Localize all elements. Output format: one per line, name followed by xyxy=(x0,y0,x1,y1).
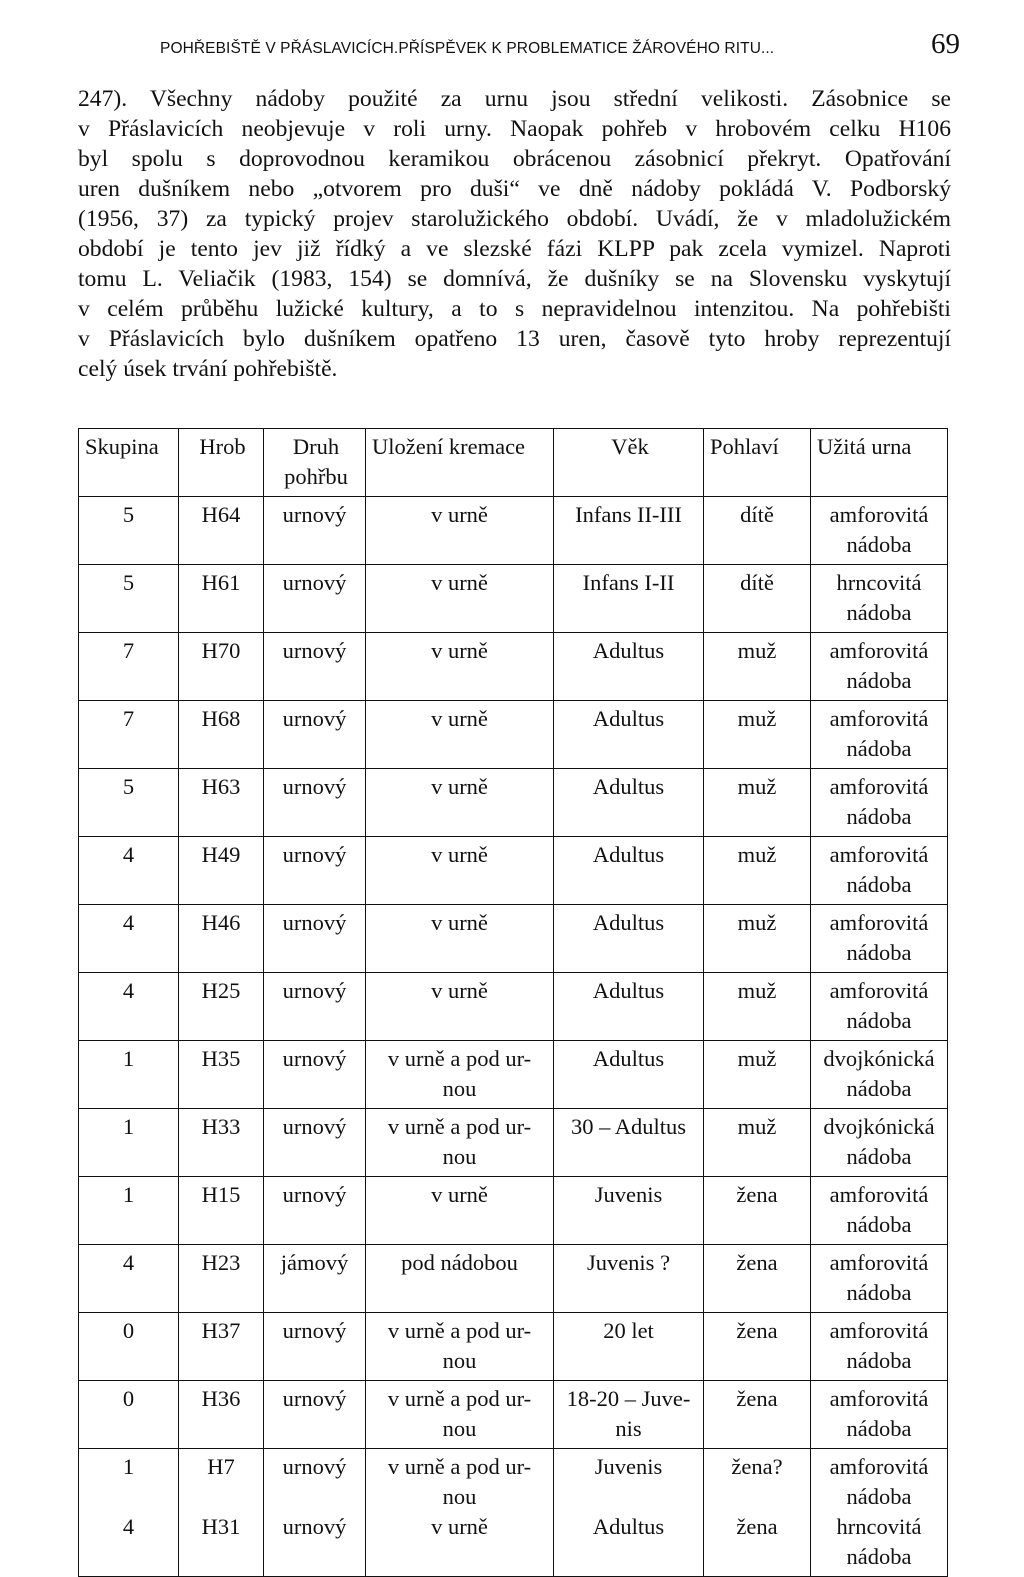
column-header-skupina: Skupina xyxy=(79,429,179,497)
table-cell: muž xyxy=(704,633,811,701)
table-cell: amforovitá nádoba xyxy=(811,769,948,837)
table-cell: amforovitá nádoba xyxy=(811,633,948,701)
table-cell xyxy=(264,1449,366,1577)
table-cell: 7 xyxy=(79,633,179,701)
body-line: (1956, 37) za typický projev starolužického období. Uvádí, že v mladolužickém xyxy=(78,206,951,232)
table-cell: urnový xyxy=(264,1177,366,1245)
table-cell-part: H31 xyxy=(201,1514,241,1539)
body-line: období je tento jev již řídký a ve slezské fázi KLPP pak zcela vymizel. Naproti xyxy=(78,236,951,262)
table-cell: dítě xyxy=(704,565,811,633)
table-cell: Adultus xyxy=(554,837,704,905)
table-cell-part: žena xyxy=(736,1514,778,1539)
table-cell: v urně a pod ur- nou xyxy=(366,1041,554,1109)
table-cell: H37 xyxy=(179,1313,264,1381)
table-cell-part: H7 xyxy=(207,1454,235,1479)
table-row xyxy=(79,1177,948,1245)
table-cell: amforovitá nádoba xyxy=(811,905,948,973)
table-cell: amforovitá nádoba xyxy=(811,701,948,769)
table-cell: muž xyxy=(704,905,811,973)
table-cell: 4 xyxy=(79,837,179,905)
running-header-title: POHŘEBIŠTĚ V PŘÁSLAVICÍCH.PŘÍSPĚVEK K PROBLEMATICE ŽÁROVÉHO RITU... xyxy=(160,40,775,57)
table-row xyxy=(79,1313,948,1381)
table-cell: dítě xyxy=(704,497,811,565)
table-row xyxy=(79,497,948,565)
table-cell: muž xyxy=(704,701,811,769)
body-line: tomu L. Veliačik (1983, 154) se domnívá, že dušníky se na Slovensku vyskytují xyxy=(78,266,951,292)
table-cell xyxy=(179,1449,264,1577)
table-cell: v urně a pod ur- nou xyxy=(366,1109,554,1177)
body-paragraph xyxy=(78,84,951,384)
table-cell: H63 xyxy=(179,769,264,837)
column-header-pohlavi: Pohlaví xyxy=(704,429,811,497)
table-cell: muž xyxy=(704,1041,811,1109)
table-cell: Infans I-II xyxy=(554,565,704,633)
table-cell xyxy=(704,1449,811,1577)
table-cell: v urně xyxy=(366,1177,554,1245)
running-header xyxy=(160,28,960,68)
table-cell: 5 xyxy=(79,497,179,565)
table-cell: v urně xyxy=(366,565,554,633)
table-cell: H68 xyxy=(179,701,264,769)
table-cell: 1 xyxy=(79,1041,179,1109)
table-body xyxy=(79,497,948,1577)
table-cell-part: Adultus xyxy=(592,1514,665,1539)
table-cell: jámový xyxy=(264,1245,366,1313)
table-row xyxy=(79,701,948,769)
table-cell: v urně xyxy=(366,769,554,837)
table-cell: urnový xyxy=(264,1313,366,1381)
table-cell: muž xyxy=(704,973,811,1041)
table-cell: Juvenis xyxy=(554,1177,704,1245)
table-cell: Adultus xyxy=(554,769,704,837)
table-cell: amforovitá nádoba xyxy=(811,497,948,565)
table-cell: v urně a pod ur- nou xyxy=(366,1381,554,1449)
table-row xyxy=(79,1245,948,1313)
table-cell: pod nádobou xyxy=(366,1245,554,1313)
table-cell: 18-20 – Juve- nis xyxy=(554,1381,704,1449)
table-cell: H23 xyxy=(179,1245,264,1313)
table-cell: v urně xyxy=(366,633,554,701)
table-cell-part: urnový xyxy=(282,1454,347,1479)
table-cell-part: v urně a pod ur- nou xyxy=(387,1454,532,1509)
table-cell: 4 xyxy=(79,1245,179,1313)
table-cell-part: hrncovitá nádoba xyxy=(836,1514,922,1569)
table-cell: urnový xyxy=(264,973,366,1041)
table-cell: Adultus xyxy=(554,1041,704,1109)
table-cell: v urně a pod ur- nou xyxy=(366,1313,554,1381)
table-cell: Adultus xyxy=(554,633,704,701)
table-cell: 5 xyxy=(79,565,179,633)
table-cell: H35 xyxy=(179,1041,264,1109)
table-cell xyxy=(554,1449,704,1577)
table-cell-part: 1 xyxy=(122,1454,135,1479)
body-line: v Přáslavicích neobjevuje v roli urny. Naopak pohřeb v hrobovém celku H106 xyxy=(78,116,951,142)
column-header-uzita-urna: Užitá urna xyxy=(811,429,948,497)
table-cell: urnový xyxy=(264,701,366,769)
table-cell: H70 xyxy=(179,633,264,701)
table-row xyxy=(79,837,948,905)
table-cell: 0 xyxy=(79,1313,179,1381)
table-cell: H15 xyxy=(179,1177,264,1245)
body-line: byl spolu s doprovodnou keramikou obrácenou zásobnicí překryt. Opatřování xyxy=(78,146,951,172)
table-cell: 5 xyxy=(79,769,179,837)
table-cell xyxy=(811,1449,948,1577)
body-line: 247). Všechny nádoby použité za urnu jsou střední velikosti. Zásobnice se xyxy=(78,86,951,112)
table-cell: dvojkónická nádoba xyxy=(811,1109,948,1177)
table-cell: Adultus xyxy=(554,905,704,973)
table-cell: Infans II-III xyxy=(554,497,704,565)
table-cell: žena xyxy=(704,1245,811,1313)
table-cell: 30 – Adultus xyxy=(554,1109,704,1177)
table-cell: amforovitá nádoba xyxy=(811,973,948,1041)
table-cell: 20 let xyxy=(554,1313,704,1381)
body-line: v celém průběhu lužické kultury, a to s nepravidelnou intenzitou. Na pohřebišti xyxy=(78,296,951,322)
table-cell: amforovitá nádoba xyxy=(811,1381,948,1449)
table-cell xyxy=(79,1449,179,1577)
body-line: uren dušníkem nebo „otvorem pro duši“ ve dně nádoby pokládá V. Podborský xyxy=(78,176,951,202)
table-cell: žena xyxy=(704,1381,811,1449)
table-cell: H36 xyxy=(179,1381,264,1449)
page-number: 69 xyxy=(931,28,960,60)
table-cell: H61 xyxy=(179,565,264,633)
table-cell-part: Juvenis xyxy=(594,1454,663,1479)
table-cell: Adultus xyxy=(554,973,704,1041)
table-cell: urnový xyxy=(264,565,366,633)
table-row xyxy=(79,1041,948,1109)
table-cell-part: urnový xyxy=(282,1514,347,1539)
table-cell: žena xyxy=(704,1313,811,1381)
table-cell: v urně xyxy=(366,701,554,769)
table-cell: H33 xyxy=(179,1109,264,1177)
table-cell: Adultus xyxy=(554,701,704,769)
column-header-vek: Věk xyxy=(554,429,704,497)
table-cell: H46 xyxy=(179,905,264,973)
table-cell: H49 xyxy=(179,837,264,905)
table-cell: urnový xyxy=(264,1109,366,1177)
table-row xyxy=(79,769,948,837)
table-row-merged xyxy=(79,1449,948,1577)
table-cell: v urně xyxy=(366,837,554,905)
body-line: celý úsek trvání pohřebiště. xyxy=(78,356,338,382)
table-cell: muž xyxy=(704,769,811,837)
body-line: v Přáslavicích bylo dušníkem opatřeno 13 uren, časově tyto hroby reprezentují xyxy=(78,326,951,352)
graves-table xyxy=(78,428,948,1577)
table-cell xyxy=(366,1449,554,1577)
table-cell: urnový xyxy=(264,905,366,973)
table-cell: urnový xyxy=(264,769,366,837)
table-cell: urnový xyxy=(264,633,366,701)
table-cell: H25 xyxy=(179,973,264,1041)
table-cell-part: amforovitá nádoba xyxy=(829,1454,929,1509)
table-cell-part: žena? xyxy=(731,1454,783,1479)
column-header-hrob: Hrob xyxy=(179,429,264,497)
table-cell: urnový xyxy=(264,1381,366,1449)
table-cell: dvojkónická nádoba xyxy=(811,1041,948,1109)
table-cell-part: 4 xyxy=(122,1514,135,1539)
table-row xyxy=(79,633,948,701)
table-cell: v urně xyxy=(366,497,554,565)
table-cell: amforovitá nádoba xyxy=(811,837,948,905)
table-cell: v urně xyxy=(366,905,554,973)
table-cell: urnový xyxy=(264,497,366,565)
table-cell: žena xyxy=(704,1177,811,1245)
table-row xyxy=(79,973,948,1041)
table-cell: hrncovitá nádoba xyxy=(811,565,948,633)
table-cell: 1 xyxy=(79,1109,179,1177)
table-cell: 7 xyxy=(79,701,179,769)
column-header-ulozeni-kremace: Uložení kremace xyxy=(366,429,554,497)
table-cell: muž xyxy=(704,837,811,905)
table-cell: amforovitá nádoba xyxy=(811,1177,948,1245)
table-cell: amforovitá nádoba xyxy=(811,1313,948,1381)
table-cell-part: v urně xyxy=(431,1514,488,1539)
table-cell: 1 xyxy=(79,1177,179,1245)
table-row xyxy=(79,565,948,633)
table-row xyxy=(79,1109,948,1177)
table-cell: Juvenis ? xyxy=(554,1245,704,1313)
table-cell: v urně xyxy=(366,973,554,1041)
table-cell: 4 xyxy=(79,905,179,973)
table-cell: 0 xyxy=(79,1381,179,1449)
table-row xyxy=(79,1381,948,1449)
table-cell: urnový xyxy=(264,1041,366,1109)
table-header-row xyxy=(79,429,948,497)
table-cell: urnový xyxy=(264,837,366,905)
table-cell: 4 xyxy=(79,973,179,1041)
table-cell: muž xyxy=(704,1109,811,1177)
table-cell: amforovitá nádoba xyxy=(811,1245,948,1313)
table-cell: H64 xyxy=(179,497,264,565)
table-row xyxy=(79,905,948,973)
column-header-druh-pohrbu: Druh pohřbu xyxy=(264,429,366,497)
